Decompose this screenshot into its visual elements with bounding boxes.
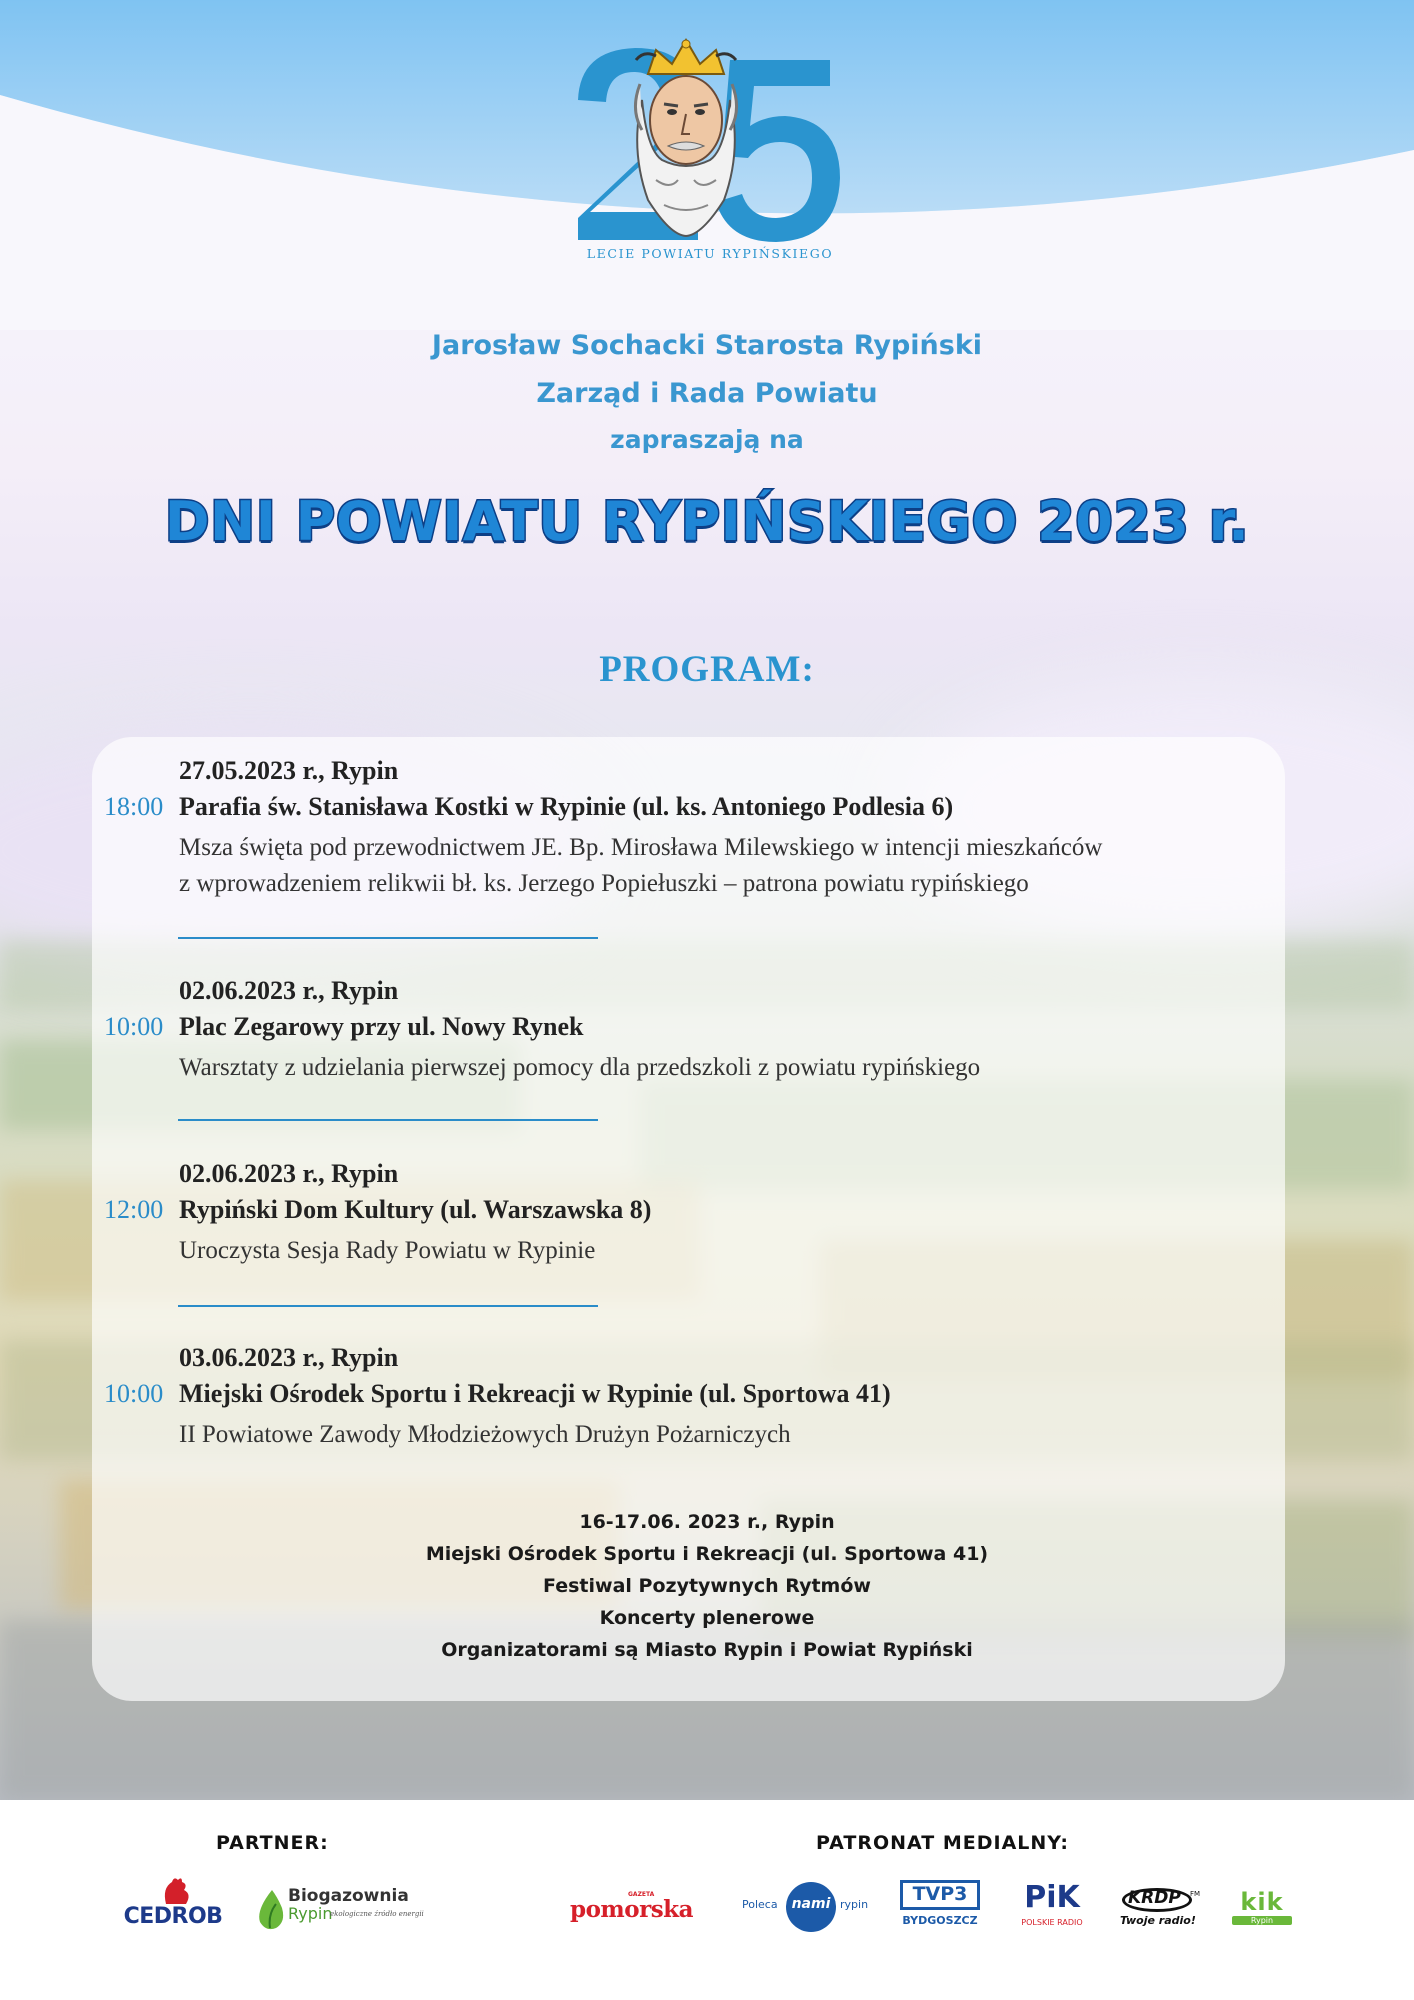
event-date: 02.06.2023 r., Rypin bbox=[179, 976, 399, 1005]
event-separator bbox=[178, 937, 598, 939]
event-date: 27.05.2023 r., Rypin bbox=[179, 756, 399, 785]
event-description bbox=[179, 1417, 791, 1453]
festival-organizers: Organizatorami są Miasto Rypin i Powiat Rypiński bbox=[441, 1639, 973, 1661]
program-heading: PROGRAM: bbox=[599, 649, 815, 690]
festival-name: Festiwal Pozytywnych Rytmów bbox=[543, 1575, 871, 1597]
event-date: 02.06.2023 r., Rypin bbox=[179, 1159, 399, 1188]
event-separator bbox=[178, 1305, 598, 1307]
leaf-drop-icon bbox=[254, 1888, 288, 1932]
kik-wordmark: kik bbox=[1240, 1888, 1284, 1916]
partner-label: PARTNER: bbox=[216, 1832, 329, 1854]
tvp-city: BYDGOSZCZ bbox=[902, 1914, 978, 1927]
nami-wordmark: nami bbox=[791, 1896, 831, 1912]
tvp-wordmark: TVP3 bbox=[912, 1883, 968, 1905]
logo-caption: LECIE POWIATU RYPIŃSKIEGO bbox=[586, 246, 834, 261]
event-separator bbox=[178, 1119, 598, 1121]
invitation-line-host: Jarosław Sochacki Starosta Rypiński bbox=[431, 330, 983, 361]
invitation-line-invite: zapraszają na bbox=[610, 425, 804, 454]
event-description-line: II Powiatowe Zawody Młodzieżowych Drużyn Pożarniczych bbox=[179, 1421, 791, 1448]
event-time: 10:00 bbox=[104, 1379, 164, 1408]
event-time: 12:00 bbox=[104, 1195, 164, 1224]
event-venue: Miejski Ośrodek Sportu i Rekreacji w Rypinie (ul. Sportowa 41) bbox=[179, 1379, 891, 1408]
biogazownia-city: Rypin bbox=[288, 1904, 333, 1923]
anniversary-logo bbox=[560, 30, 860, 270]
gazeta-small-label: GAZETA bbox=[628, 1891, 655, 1898]
pik-logo bbox=[1010, 1880, 1094, 1934]
pik-wordmark: PiK bbox=[1024, 1880, 1080, 1915]
gazeta-pomorska-logo bbox=[570, 1891, 720, 1931]
patronat-label: PATRONAT MEDIALNY: bbox=[816, 1832, 1070, 1854]
event-venue: Parafia św. Stanisława Kostki w Rypinie (ul. ks. Antoniego Podlesia 6) bbox=[179, 792, 954, 821]
event-description-line: Warsztaty z udzielania pierwszej pomocy dla przedszkoli z powiatu rypińskiego bbox=[179, 1054, 981, 1081]
event-title: DNI POWIATU RYPIŃSKIEGO 2023 r. bbox=[164, 490, 1250, 553]
festival-concerts: Koncerty plenerowe bbox=[599, 1607, 815, 1629]
event-date: 03.06.2023 r., Rypin bbox=[179, 1343, 399, 1372]
krdp-logo bbox=[1118, 1884, 1204, 1934]
event-description-line: Uroczysta Sesja Rady Powiatu w Rypinie bbox=[179, 1237, 596, 1264]
event-time: 18:00 bbox=[104, 792, 164, 821]
event-description-line: Msza święta pod przewodnictwem JE. Bp. Mirosława Milewskiego w intencji mieszkańców bbox=[179, 834, 1103, 861]
tvp3-bydgoszcz-logo bbox=[900, 1880, 980, 1934]
event-venue: Plac Zegarowy przy ul. Nowy Rynek bbox=[179, 1012, 584, 1041]
festival-venue: Miejski Ośrodek Sportu i Rekreacji (ul. Sportowa 41) bbox=[425, 1543, 989, 1565]
pik-subtitle: POLSKIE RADIO bbox=[1021, 1918, 1083, 1927]
cedrob-logo bbox=[122, 1874, 224, 1934]
event-time: 10:00 bbox=[104, 1012, 164, 1041]
festival-info bbox=[0, 1506, 1414, 1666]
krdp-fm: FM bbox=[1190, 1890, 1201, 1898]
festival-date: 16-17.06. 2023 r., Rypin bbox=[579, 1511, 835, 1533]
biogazownia-logo bbox=[254, 1886, 434, 1938]
biogazownia-name: Biogazownia bbox=[288, 1886, 409, 1906]
cedrob-wordmark: CEDROB bbox=[123, 1904, 223, 1929]
event-description bbox=[179, 1050, 980, 1086]
rooster-icon bbox=[122, 1874, 224, 1908]
kik-city: Rypin bbox=[1232, 1916, 1292, 1925]
biogazownia-tagline: ekologiczne źródło energii bbox=[330, 1910, 424, 1918]
event-venue: Rypiński Dom Kultury (ul. Warszawska 8) bbox=[179, 1195, 652, 1224]
krdp-slogan: Twoje radio! bbox=[1120, 1914, 1196, 1927]
event-description bbox=[179, 830, 1102, 902]
event-description-line: z wprowadzeniem relikwii bł. ks. Jerzego Popiełuszki – patrona powiatu rypińskiego bbox=[179, 870, 1029, 897]
nami-city: rypin bbox=[840, 1898, 869, 1911]
invitation-line-board: Zarząd i Rada Powiatu bbox=[536, 378, 878, 409]
gazeta-name: pomorska bbox=[570, 1896, 694, 1923]
nami-rypin-logo bbox=[742, 1882, 872, 1932]
nami-poleca: Poleca bbox=[742, 1898, 778, 1911]
krdp-wordmark: KRDP bbox=[1128, 1888, 1181, 1908]
kik-rypin-logo bbox=[1232, 1888, 1292, 1932]
event-description bbox=[179, 1233, 595, 1269]
